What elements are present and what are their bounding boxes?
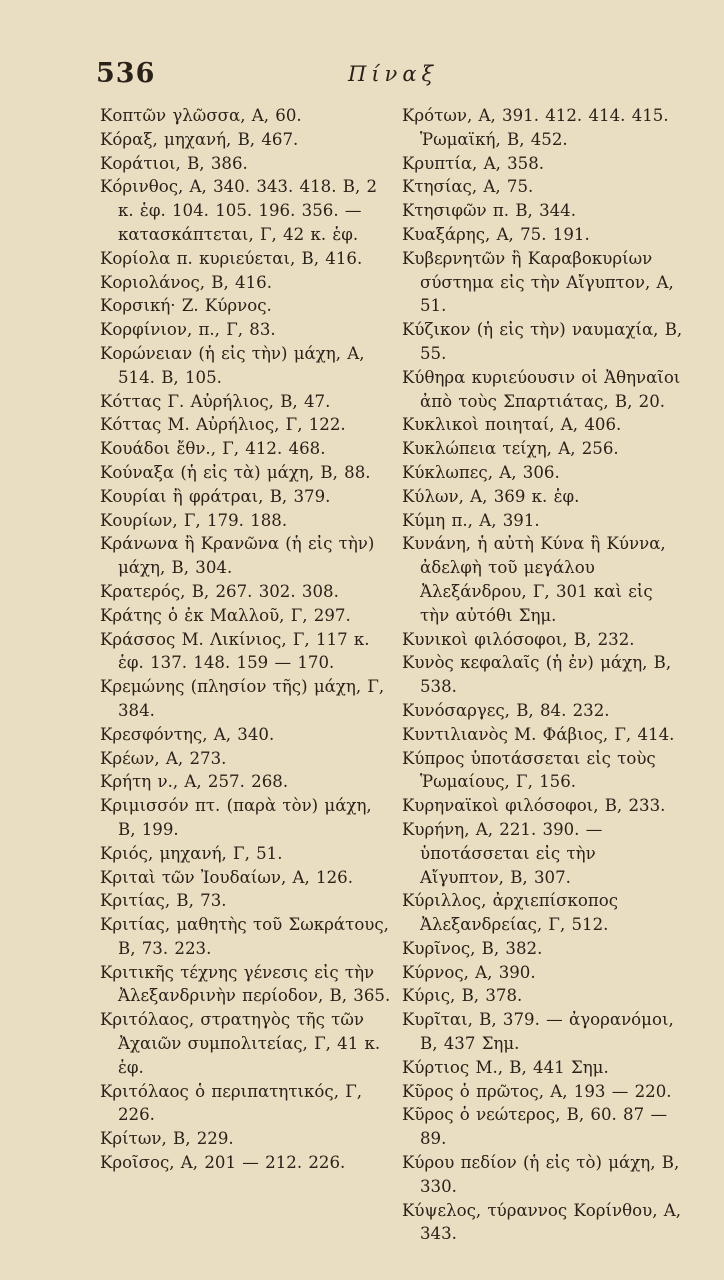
index-entry: Κριτικῆς τέχνης γένεσις εἰς τὴν Ἀλεξανδρινὴν περίοδον, Β, 365. xyxy=(100,962,391,1006)
index-entry: Κουρίαι ἢ φράτραι, Β, 379. xyxy=(100,486,331,506)
index-entry: Κόραξ, μηχανή, Β, 467. xyxy=(100,129,299,149)
index-entry: Κουρίων, Γ, 179. 188. xyxy=(100,510,288,530)
index-entry: Κύζικον (ἡ εἰς τὴν) ναυμαχία, Β, 55. xyxy=(402,320,683,363)
index-entry: Κυνὸς κεφαλαῖς (ἡ ἐν) μάχη, Β, 538. xyxy=(402,653,672,697)
index-entry: Κυαξάρης, Α, 75. 191. xyxy=(402,224,590,244)
index-entry: Κούναξα (ἡ εἰς τὰ) μάχη, Β, 88. xyxy=(100,462,371,482)
page-header xyxy=(96,58,676,94)
index-entry: Κριτίας, μαθητὴς τοῦ Σωκράτους, Β, 73. 223. xyxy=(100,915,389,958)
index-entry: Κυντιλιανὸς Μ. Φάβιος, Γ, 414. xyxy=(402,724,675,744)
index-entry: Κριός, μηχανή, Γ, 51. xyxy=(100,843,283,863)
page-number: 536 xyxy=(96,58,156,89)
index-entry: Κύθηρα κυριεύουσιν οἱ Ἀθηναῖοι ἀπὸ τοὺς Σπαρτιάτας, Β, 20. xyxy=(402,367,681,411)
index-entry: Κρυπτία, Α, 358. xyxy=(402,153,545,173)
index-entry: Κυρῖνος, Β, 382. xyxy=(402,938,543,958)
index-entry: Κυκλώπεια τείχη, Α, 256. xyxy=(402,439,619,459)
index-entry: Κροῖσος, Α, 201 — 212. 226. xyxy=(100,1153,346,1173)
index-entry: Κριτίας, Β, 73. xyxy=(100,891,227,911)
index-entry: Κρατερός, Β, 267. 302. 308. xyxy=(100,581,339,601)
index-entry: Κύρου πεδίον (ἡ εἰς τὸ) μάχη, Β, 330. xyxy=(402,1153,680,1196)
index-entry: Κοριολάνος, Β, 416. xyxy=(100,272,272,292)
index-entry: Κύψελος, τύραννος Κορίνθου, Α, 343. xyxy=(402,1200,682,1244)
index-entry: Κορίολα π. κυριεύεται, Β, 416. xyxy=(100,248,363,268)
index-entry: Κῦρος ὁ νεώτερος, Β, 60. 87 — 89. xyxy=(402,1105,668,1149)
index-entry: Κυρηναϊκοὶ φιλόσοφοι, Β, 233. xyxy=(402,796,666,816)
index-entry: Κρότων, Α, 391. 412. 414. 415. Ῥωμαϊκή, Β, 452. xyxy=(402,106,669,149)
index-entry: Κρήτη ν., Α, 257. 268. xyxy=(100,772,289,792)
index-entry: Κτησίας, Α, 75. xyxy=(402,177,534,197)
index-entry: Κοπτῶν γλῶσσα, Α, 60. xyxy=(100,106,302,125)
index-entry: Κορσική· Ζ. Κύρνος. xyxy=(100,296,272,316)
index-entry: Κορώνειαν (ἡ εἰς τὴν) μάχη, Α, 514. Β, 105. xyxy=(100,343,365,387)
index-entry: Κῦρος ὁ πρῶτος, Α, 193 — 220. xyxy=(402,1081,672,1101)
index-entry: Κυνάνη, ἡ αὐτὴ Κύνα ἢ Κύννα, ἀδελφὴ τοῦ μεγάλου Ἀλεξάνδρου, Γ, 301 καὶ εἰς τὴν αὐτόθι Σημ. xyxy=(402,534,666,625)
index-entry: Κόττας Γ. Αὐρήλιος, Β, 47. xyxy=(100,391,331,411)
index-entry: Κυρῖται, Β, 379. — ἀγορανόμοι, Β, 437 Σημ. xyxy=(402,1010,674,1054)
index-column-left xyxy=(100,104,392,1175)
index-entry: Κριτόλαος, στρατηγὸς τῆς τῶν Ἀχαιῶν συμπολιτείας, Γ, 41 κ. ἑφ. xyxy=(100,1010,381,1077)
index-entry: Κουάδοι ἔθν., Γ, 412. 468. xyxy=(100,439,326,459)
index-entry: Κράνωνα ἢ Κρανῶνα (ἡ εἰς τὴν) μάχη, Β, 304. xyxy=(100,534,375,578)
index-entry: Κύρνος, Α, 390. xyxy=(402,962,536,982)
running-title: Πίναξ xyxy=(348,62,439,86)
index-entry: Κριταὶ τῶν Ἰουδαίων, Α, 126. xyxy=(100,867,353,887)
index-entry: Κτησιφῶν π. Β, 344. xyxy=(402,201,577,221)
index-entry: Κυκλικοὶ ποιηταί, Α, 406. xyxy=(402,415,622,435)
index-entry: Κράσσος Μ. Λικίνιος, Γ, 117 κ. ἑφ. 137. 148. 159 — 170. xyxy=(100,629,370,673)
index-entry: Κυνικοὶ φιλόσοφοι, Β, 232. xyxy=(402,629,635,649)
index-entry: Κριτόλαος ὁ περιπατητικός, Γ, 226. xyxy=(100,1081,363,1125)
index-entry: Κριμισσόν πτ. (παρὰ τὸν) μάχη, Β, 199. xyxy=(100,796,372,839)
index-entry: Κύρτιος Μ., Β, 441 Σημ. xyxy=(402,1057,609,1077)
index-entry: Κορφίνιον, π., Γ, 83. xyxy=(100,320,276,340)
index-entry: Κόρινθος, Α, 340. 343. 418. Β, 2 κ. ἑφ. 104. 105. 196. 356. — κατασκάπτεται, Γ, 42 κ. ἑφ. xyxy=(100,177,378,244)
index-entry: Κρεσφόντης, Α, 340. xyxy=(100,724,275,744)
index-column-right xyxy=(402,104,684,1246)
index-entry: Κοράτιοι, Β, 386. xyxy=(100,153,248,173)
index-entry: Κύμη π., Α, 391. xyxy=(402,510,540,530)
index-entry: Κύριλλος, ἀρχιεπίσκοπος Ἀλεξανδρείας, Γ, 512. xyxy=(402,891,619,935)
index-entry: Κρεμώνης (πλησίον τῆς) μάχη, Γ, 384. xyxy=(100,677,385,720)
index-entry: Κυβερνητῶν ἢ Καραβοκυρίων σύστημα εἰς τὴν Αἴγυπτον, Α, 51. xyxy=(402,248,674,316)
index-entry: Κράτης ὁ ἐκ Μαλλοῦ, Γ, 297. xyxy=(100,605,351,625)
index-entry: Κύπρος ὑποτάσσεται εἰς τοὺς Ῥωμαίους, Γ, 156. xyxy=(402,748,656,792)
index-entry: Κρίτων, Β, 229. xyxy=(100,1129,234,1149)
index-entry: Κυρήνη, Α, 221. 390. — ὑποτάσσεται εἰς τὴν Αἴγυπτον, Β, 307. xyxy=(402,819,603,887)
index-entry: Κύλων, Α, 369 κ. ἑφ. xyxy=(402,486,580,506)
index-entry: Κυνόσαργες, Β, 84. 232. xyxy=(402,700,610,720)
index-entry: Κύκλωπες, Α, 306. xyxy=(402,462,560,482)
index-entry: Κόττας Μ. Αὐρήλιος, Γ, 122. xyxy=(100,415,346,435)
index-entry: Κύρις, Β, 378. xyxy=(402,986,523,1006)
index-entry: Κρέων, Α, 273. xyxy=(100,748,227,768)
